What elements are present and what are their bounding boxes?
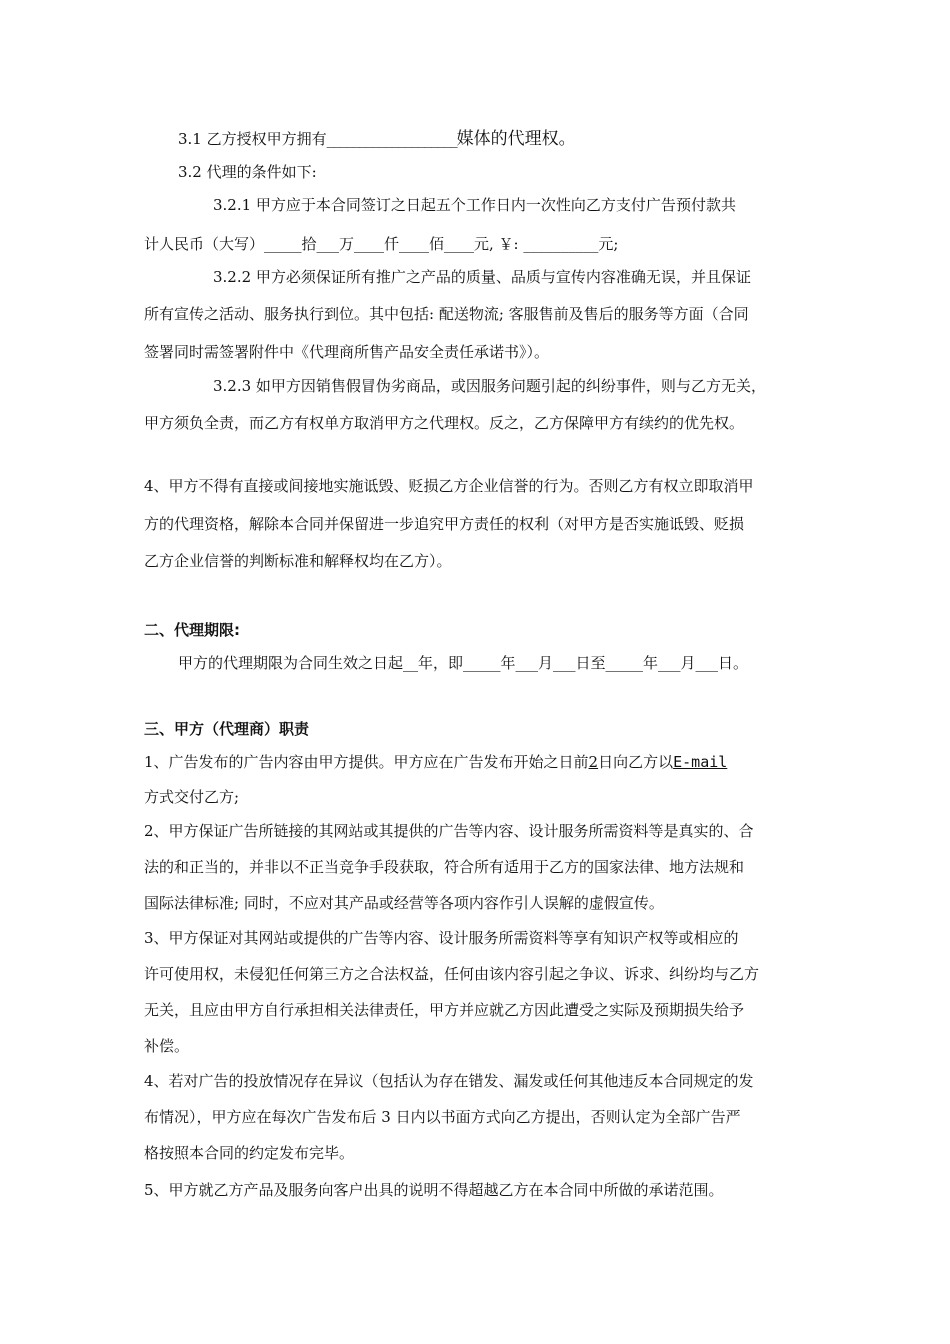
clause-3-2-1-line1: 3.2.1 甲方应于本合同签订之日起五个工作日内一次性向乙方支付广告预付款共: [213, 196, 736, 214]
clause-4-line3: 乙方企业信誉的判断标准和解释权均在乙方）。: [144, 552, 452, 570]
duty-3-line3: 无关，且应由甲方自行承担相关法律责任，甲方并应就乙方因此遭受之实际及预期损失给予: [144, 1001, 745, 1019]
duty-5: 5、甲方就乙方产品及服务向客户出具的说明不得超越乙方在本合同中所做的承诺范围。: [144, 1181, 724, 1199]
section-heading-duties: 三、甲方（代理商）职责: [144, 720, 310, 738]
clause-3-2-1-line2: 计人民币（大写）_____拾___万____仟____佰____元, ￥: __________元;: [144, 235, 619, 253]
clause-3-2-2-line3: 签署同时需签署附件中《代理商所售产品安全责任承诺书》）。: [144, 343, 550, 361]
duty-1-days: 2: [588, 753, 599, 771]
clause-3-2-2-line2: 所有宣传之活动、服务执行到位。其中包括: 配送物流; 客服售前及售后的服务等方面（合同: [144, 305, 749, 323]
duty-2-line2: 法的和正当的，并非以不正当竞争手段获取，符合所有适用于乙方的国家法律、地方法规和: [144, 858, 745, 876]
clause-3-2-3-line1: 3.2.3 如甲方因销售假冒伪劣商品，或因服务问题引起的纠纷事件，则与乙方无关，: [213, 377, 766, 395]
duty-4-line2: 布情况），甲方应在每次广告发布后 3 日内以书面方式向乙方提出，否则认定为全部广告严: [144, 1108, 741, 1126]
duty-1-line2: 方式交付乙方;: [144, 788, 240, 806]
section-heading-term: 二、代理期限:: [144, 621, 240, 639]
duty-2-line3: 国际法律标准; 同时，不应对其产品或经营等各项内容作引人误解的虚假宣传。: [144, 894, 664, 912]
duty-3-line4: 补偿。: [144, 1037, 190, 1055]
duty-4-line3: 格按照本合同的约定发布完毕。: [144, 1144, 355, 1162]
duty-1-text-2: 日向乙方以: [598, 753, 674, 771]
clause-3-2-2-line1: 3.2.2 甲方必须保证所有推广之产品的质量、品质与宣传内容准确无误，并且保证: [213, 268, 751, 286]
clause-3-1-tail: 媒体的代理权。: [456, 129, 576, 149]
duty-1-text: 1、广告发布的广告内容由甲方提供。甲方应在广告发布开始之日前: [144, 753, 589, 771]
clause-3-1: [178, 129, 576, 149]
duty-3-line2: 许可使用权，未侵犯任何第三方之合法权益，任何由该内容引起之争议、诉求、纠纷均与乙方: [144, 965, 760, 983]
duty-2-line1: 2、甲方保证广告所链接的其网站或其提供的广告等内容、设计服务所需资料等是真实的、合: [144, 822, 754, 840]
duty-1-line1: [144, 752, 727, 772]
clause-3-2-3-line2: 甲方须负全责，而乙方有权单方取消甲方之代理权。反之，乙方保障甲方有续约的优先权。: [144, 414, 745, 432]
clause-3-2: 3.2 代理的条件如下:: [178, 163, 317, 181]
duty-1-email: E-mail: [673, 753, 728, 771]
clause-3-1-text: 3.1 乙方授权甲方拥有: [178, 130, 327, 148]
term-period: 甲方的代理期限为合同生效之日起__年，即_____年___月___日至_____年___月___日。: [178, 654, 749, 672]
duty-4-line1: 4、若对广告的投放情况存在异议（包括认为存在错发、漏发或任何其他违反本合同规定的发: [144, 1072, 754, 1090]
clause-4-line2: 方的代理资格，解除本合同并保留进一步追究甲方责任的权利（对甲方是否实施诋毁、贬损: [144, 515, 745, 533]
duty-3-line1: 3、甲方保证对其网站或提供的广告等内容、设计服务所需资料等享有知识产权等或相应的: [144, 929, 739, 947]
media-blank: ____________________: [326, 130, 457, 148]
clause-4-line1: 4、甲方不得有直接或间接地实施诋毁、贬损乙方企业信誉的行为。否则乙方有权立即取消甲: [144, 477, 754, 495]
